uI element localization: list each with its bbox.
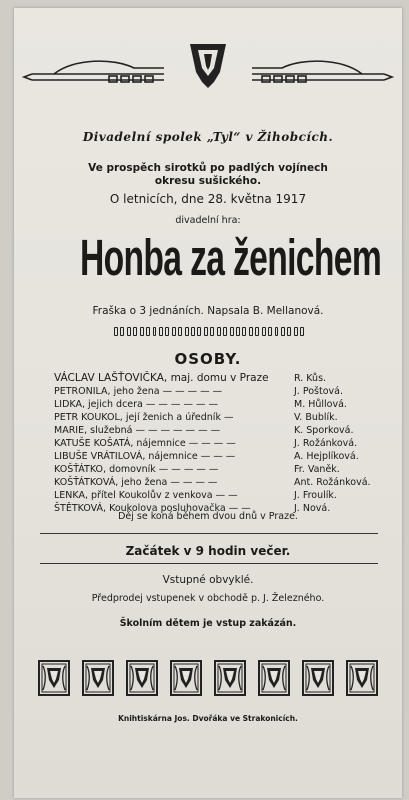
- divider-line: [40, 563, 378, 564]
- performance-date: O letnicích, dne 28. května 1917: [109, 192, 307, 206]
- ornament-tile: [38, 660, 70, 696]
- cast-row: [54, 489, 376, 502]
- ornament-tile: [346, 660, 378, 696]
- cast-actor: V. Bublík.: [294, 412, 338, 423]
- cast-actor: M. Hůllová.: [294, 399, 347, 410]
- cast-role: LIDKA, jejich dcera — — — — — —: [54, 399, 218, 410]
- cast-actor: J. Rožánková.: [294, 438, 358, 449]
- ornament-tile: [82, 660, 114, 696]
- benefit-line-2: okresu sušického.: [154, 175, 262, 187]
- printer-credit: Knihtiskárna Jos. Dvořáka ve Strakonicích.: [118, 714, 298, 723]
- bottom-ornament-band: [36, 660, 376, 700]
- play-title: Honba za ženichem: [79, 229, 382, 286]
- cast-role: KOŠŤÁTKO, domovník — — — — —: [54, 464, 219, 475]
- cast-row: [54, 411, 376, 424]
- benefit-line-1: Ve prospěch sirotků po padlých vojínech: [88, 162, 328, 174]
- ornament-tile: [258, 660, 290, 696]
- cast-actor: Fr. Vaněk.: [294, 464, 340, 475]
- cast-role: KATUŠE KOŠATÁ, nájemnice — — — —: [54, 438, 236, 449]
- admission-note: Vstupné obvyklé.: [162, 574, 254, 586]
- cast-row: [54, 398, 376, 411]
- cast-row: [54, 385, 376, 398]
- play-subtitle: Fraška o 3 jednáních. Napsala B. Mellanová.: [92, 305, 324, 317]
- ornament-tile: [214, 660, 246, 696]
- cast-row: [54, 463, 376, 476]
- cast-actor: J. Froulík.: [294, 490, 337, 501]
- cast-role: KOŠŤÁTKOVÁ, jeho žena — — — —: [54, 477, 218, 488]
- cast-role: PETR KOUKOL, její ženich a úředník —: [54, 412, 234, 423]
- cast-role: LENKA, přítel Koukolův z venkova — —: [54, 490, 238, 501]
- cast-list: [54, 372, 376, 515]
- cast-row: [54, 476, 376, 489]
- cast-row: [54, 372, 376, 385]
- children-notice: Školním dětem je vstup zakázán.: [119, 618, 297, 629]
- cast-role: LIBUŠE VRÁTILOVÁ, nájemnice — — —: [54, 451, 236, 462]
- ornament-tile: [170, 660, 202, 696]
- cast-role: VÁCLAV LAŠŤOVIČKA, maj. domu v Praze: [54, 372, 269, 384]
- cast-row: [54, 437, 376, 450]
- cast-row: [54, 424, 376, 437]
- cast-actor: Ant. Rožánková.: [294, 477, 371, 488]
- cast-actor: J. Nová.: [294, 503, 331, 514]
- cast-row: [54, 450, 376, 463]
- cast-heading: OSOBY.: [174, 350, 242, 368]
- play-label: divadelní hra:: [175, 215, 241, 226]
- divider-line: [40, 533, 378, 534]
- cast-role: PETRONILA, jeho žena — — — — —: [54, 386, 223, 397]
- cast-actor: J. Poštová.: [294, 386, 343, 397]
- ornament-divider: [114, 327, 304, 339]
- setting-note: Děj se koná během dvou dnů v Praze.: [118, 511, 298, 522]
- cast-role: MARIE, služebná — — — — — — —: [54, 425, 221, 436]
- theatre-poster: [14, 8, 402, 798]
- cast-actor: K. Sporková.: [294, 425, 354, 436]
- cast-actor: R. Kůs.: [294, 373, 327, 384]
- benefit-notice: [14, 162, 402, 188]
- ornament-tile: [126, 660, 158, 696]
- cast-actor: A. Hejplíková.: [294, 451, 359, 462]
- society-name: Divadelní spolek „Tyl“ v Žihobcích.: [82, 130, 334, 144]
- start-time: Začátek v 9 hodin večer.: [125, 544, 291, 558]
- presale-note: Předprodej vstupenek v obchodě p. J. Železného.: [91, 593, 325, 604]
- ornament-tile: [302, 660, 334, 696]
- cast-role: ŠTĚTKOVÁ, Koukolova posluhovačka — —: [54, 503, 251, 514]
- top-ornament: [14, 38, 402, 94]
